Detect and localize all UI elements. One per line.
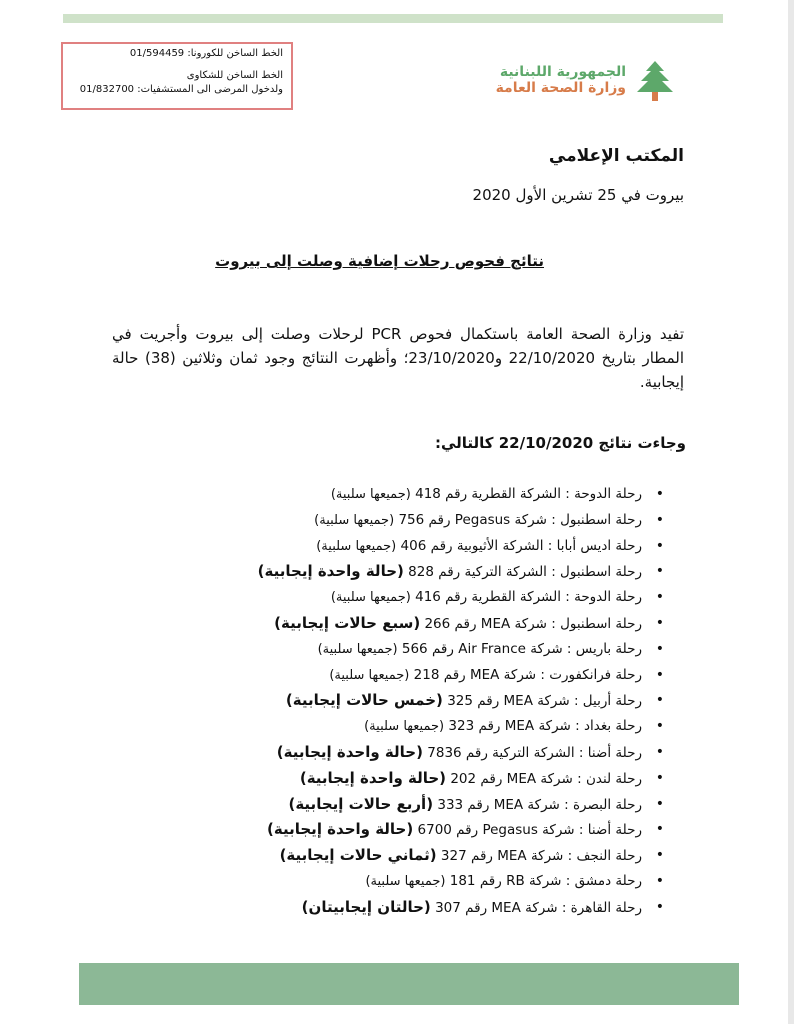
flight-item (258, 508, 664, 534)
flight-text: رحلة لندن : شركة MEA رقم 202 (450, 770, 642, 787)
flight-item (258, 740, 664, 766)
flight-text: رحلة البصرة : شركة MEA رقم 333 (437, 796, 642, 813)
bullet-icon: • (655, 614, 664, 631)
flight-text: رحلة اسطنبول : شركة Pegasus رقم 756 (398, 511, 642, 528)
hotline-complaints: الخط الساخن للشكاوى (186, 70, 283, 81)
ministry-logo (495, 58, 678, 108)
results-heading: وجاءت نتائج 22/10/2020 كالتالي: (434, 434, 686, 452)
bullet-icon: • (655, 563, 664, 580)
bullet-icon: • (655, 666, 664, 683)
flight-item (258, 688, 664, 714)
bullet-icon: • (655, 511, 664, 528)
bullet-icon: • (655, 847, 664, 864)
flight-text: رحلة اسطنبول : شركة MEA رقم 266 (424, 615, 642, 632)
bullet-icon: • (655, 743, 664, 760)
hotline-corona: الخط الساخن للكورونا: 01/594459 (129, 48, 283, 59)
flight-item (258, 534, 664, 560)
flight-result: (جميعها سلبية) (317, 641, 398, 657)
bullet-icon: • (655, 537, 664, 554)
flight-result: (جميعها سلبية) (330, 487, 411, 502)
flight-text: رحلة أربيل : شركة MEA رقم 325 (447, 693, 642, 710)
bullet-icon: • (655, 872, 664, 889)
flight-result: (حالة واحدة إيجابية) (257, 562, 404, 581)
bullet-icon: • (655, 692, 664, 709)
flight-result: (جميعها سلبية) (330, 590, 411, 606)
flight-text: رحلة اديس أبابا : الشركة الأثيوبية رقم 406 (400, 537, 642, 554)
flight-result: (حالة واحدة إيجابية) (267, 820, 414, 839)
flight-text: رحلة النجف : شركة MEA رقم 327 (440, 848, 642, 865)
bullet-icon: • (655, 640, 664, 657)
flight-item (258, 714, 664, 740)
flight-results-list (258, 482, 664, 921)
flight-text: رحلة الدوحة : الشركة القطرية رقم 418 (415, 486, 642, 502)
flight-result: (جميعها سلبية) (329, 667, 410, 683)
bullet-icon: • (655, 486, 664, 502)
flight-result: (جميعها سلبية) (364, 719, 445, 735)
flight-item (258, 817, 664, 843)
flight-text: رحلة الدوحة : الشركة القطرية رقم 416 (415, 589, 642, 606)
bullet-icon: • (655, 769, 664, 786)
footer-band (79, 963, 739, 1005)
flight-item (258, 637, 664, 663)
flight-result: (جميعها سلبية) (316, 538, 397, 554)
flight-item (258, 869, 664, 895)
date-line: بيروت في 25 تشرين الأول 2020 (472, 186, 684, 204)
flight-item (258, 843, 664, 869)
flight-result: (حالتان إيجابيتان) (301, 897, 431, 916)
flight-item (258, 611, 664, 637)
flight-item (258, 792, 664, 818)
flight-item (258, 585, 664, 611)
flight-item (258, 895, 664, 921)
bullet-icon: • (655, 795, 664, 812)
headline: نتائج فحوص رحلات إضافية وصلت إلى بيروت (215, 252, 544, 270)
flight-item (258, 559, 664, 585)
intro-paragraph: تفيد وزارة الصحة العامة باستكمال فحوص PCR لرحلات وصلت إلى بيروت وأجريت في المطار بتاريخ 22/10/2020 و23/10/2020؛ وأظهرت النتائج وجود ثمان وثلاثين (38) حالة إيجابية. (112, 325, 685, 391)
flight-result: (أربع حالات إيجابية) (288, 794, 434, 813)
flight-item (258, 766, 664, 792)
bullet-icon: • (655, 589, 664, 606)
logo-ministry-text: وزارة الصحة العامة (495, 80, 626, 96)
page-edge (788, 0, 794, 1024)
flight-item (258, 663, 664, 689)
flight-text: رحلة القاهرة : شركة MEA رقم 307 (435, 899, 642, 916)
flight-result: (جميعها سلبية) (314, 512, 395, 528)
hotline-admission: ولدخول المرضى الى المستشفيات: 01/832700 (79, 84, 283, 95)
bullet-icon: • (655, 718, 664, 735)
bullet-icon: • (655, 821, 664, 838)
flight-text: رحلة بغداد : شركة MEA رقم 323 (448, 718, 642, 735)
flight-text: رحلة دمشق : شركة RB رقم 181 (449, 872, 642, 889)
flight-text: رحلة أضنا : الشركة التركية رقم 7836 (427, 744, 642, 761)
flight-result: (ثماني حالات إيجابية) (279, 846, 437, 865)
hotline-box (61, 42, 293, 110)
header-stripe (63, 14, 723, 23)
flight-result: (خمس حالات إيجابية) (285, 691, 443, 710)
office-title: المكتب الإعلامي (548, 146, 684, 166)
bullet-icon: • (655, 898, 664, 915)
logo-republic-text: الجمهورية اللبنانية (499, 64, 626, 80)
flight-result: (سبع حالات إيجابية) (274, 613, 421, 632)
flight-text: رحلة اسطنبول : الشركة التركية رقم 828 (408, 564, 642, 581)
flight-result: (جميعها سلبية) (365, 873, 446, 889)
flight-result: (حالة واحدة إيجابية) (299, 768, 447, 787)
flight-result: (حالة واحدة إيجابية) (276, 742, 423, 761)
flight-text: رحلة باريس : شركة Air France رقم 566 (401, 640, 642, 657)
flight-item (258, 482, 664, 508)
flight-text: رحلة أضنا : شركة Pegasus رقم 6700 (417, 822, 642, 839)
cedar-tree-icon (632, 58, 678, 104)
flight-text: رحلة فرانكفورت : شركة MEA رقم 218 (413, 666, 642, 683)
